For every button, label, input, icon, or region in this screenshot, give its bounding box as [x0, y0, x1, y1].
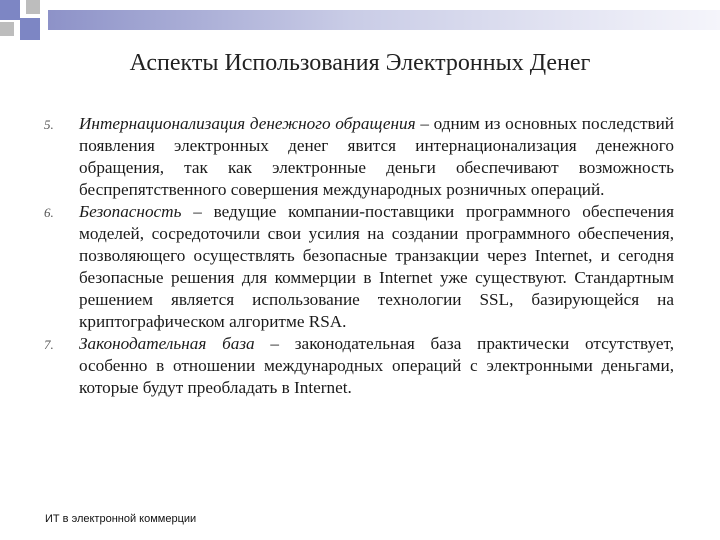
decor-square — [0, 0, 20, 20]
item-number: 6. — [44, 205, 54, 220]
item-number: 7. — [44, 337, 54, 352]
item-term: Безопасность — [79, 202, 182, 221]
aspects-list — [44, 113, 674, 399]
item-description: – ведущие компании-поставщики программного обеспечения моделей, сосредоточили свои усилия на создании программного обеспечения, позволяющего осуществлять безопасные транзакции через Internet, и сегодня безопасные решения для коммерции в Internet уже существуют. Стандартным решением является использование технологии SSL, базирующейся на криптографическом алгоритме RSA. — [79, 202, 674, 331]
item-term: Интернационализация денежного обращения — [79, 114, 416, 133]
item-number: 5. — [44, 117, 54, 132]
list-item — [44, 113, 674, 201]
decor-square — [20, 18, 40, 40]
slide-footer: ИТ в электронной коммерции — [45, 513, 197, 525]
header-gradient-bar — [48, 10, 720, 30]
list-item — [44, 333, 674, 399]
item-term: Законодательная база — [79, 334, 255, 353]
item-text — [79, 113, 674, 201]
item-description: – законодательная база практически отсутствует, особенно в отношении международных операций с электронными деньгами, которые будут преобладать в Internet. — [79, 334, 675, 397]
decor-square — [0, 22, 14, 36]
list-item — [44, 201, 674, 333]
item-description: – одним из основных последствий появления электронных денег явится интернационализация денежного обращения, так как электронные деньги обеспечивают возможность беспрепятственного совершения международных розничных операций. — [79, 114, 674, 199]
item-text — [79, 333, 674, 399]
item-text — [79, 201, 674, 333]
slide-title: Аспекты Использования Электронных Денег — [129, 50, 591, 76]
decor-square — [26, 0, 40, 14]
